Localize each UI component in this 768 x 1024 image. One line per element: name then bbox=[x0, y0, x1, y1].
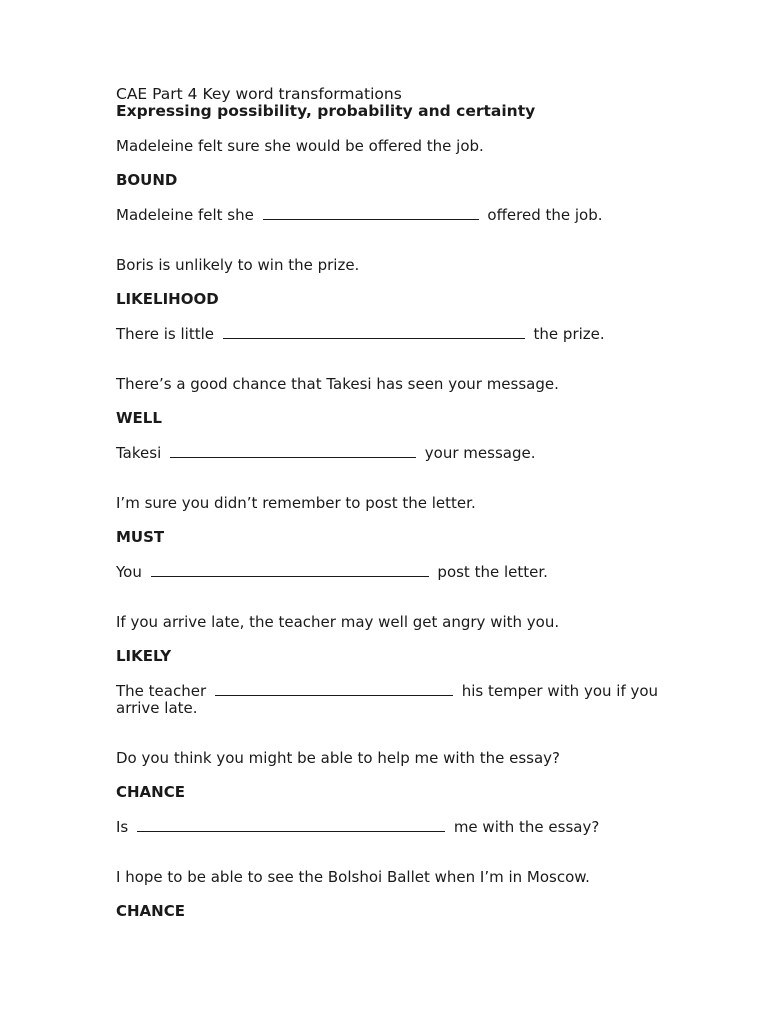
gapped-prefix: Takesi bbox=[116, 444, 162, 462]
original-sentence: Boris is unlikely to win the prize. bbox=[116, 256, 360, 274]
gapped-suffix: his temper with you if you arrive late. bbox=[116, 682, 659, 717]
original-sentence: If you arrive late, the teacher may well get angry with you. bbox=[116, 613, 560, 631]
gapped-sentence bbox=[116, 562, 548, 581]
worksheet-subtitle: Expressing possibility, probability and certainty bbox=[116, 102, 536, 120]
gapped-prefix: Madeleine felt she bbox=[116, 206, 254, 224]
worksheet-title: CAE Part 4 Key word transformations bbox=[116, 85, 402, 103]
gapped-sentence bbox=[116, 205, 603, 224]
gapped-suffix: the prize. bbox=[533, 325, 605, 343]
original-sentence: There’s a good chance that Takesi has seen your message. bbox=[116, 375, 559, 393]
gapped-suffix: offered the job. bbox=[487, 206, 603, 224]
answer-blank[interactable] bbox=[223, 324, 525, 339]
original-sentence: Do you think you might be able to help me with the essay? bbox=[116, 749, 561, 767]
gapped-sentence bbox=[116, 443, 535, 462]
gapped-suffix: your message. bbox=[424, 444, 536, 462]
gapped-prefix: You bbox=[116, 563, 142, 581]
key-word: BOUND bbox=[116, 171, 178, 189]
key-word: CHANCE bbox=[116, 902, 185, 920]
gapped-prefix: Is bbox=[116, 818, 129, 836]
gapped-prefix: The teacher bbox=[116, 682, 207, 700]
key-word: CHANCE bbox=[116, 783, 185, 801]
answer-blank[interactable] bbox=[137, 817, 445, 832]
key-word: LIKELY bbox=[116, 647, 172, 665]
original-sentence: Madeleine felt sure she would be offered the job. bbox=[116, 137, 484, 155]
key-word: WELL bbox=[116, 409, 162, 427]
original-sentence: I’m sure you didn’t remember to post the letter. bbox=[116, 494, 476, 512]
answer-blank[interactable] bbox=[151, 562, 429, 577]
answer-blank[interactable] bbox=[263, 205, 479, 220]
original-sentence: I hope to be able to see the Bolshoi Ballet when I’m in Moscow. bbox=[116, 868, 590, 886]
gapped-suffix: me with the essay? bbox=[453, 818, 600, 836]
gapped-sentence bbox=[116, 817, 599, 836]
gapped-sentence bbox=[116, 324, 605, 343]
key-word: LIKELIHOOD bbox=[116, 290, 219, 308]
gapped-suffix: post the letter. bbox=[437, 563, 548, 581]
gapped-sentence bbox=[116, 681, 666, 717]
gapped-prefix: There is little bbox=[116, 325, 214, 343]
key-word: MUST bbox=[116, 528, 165, 546]
answer-blank[interactable] bbox=[170, 443, 416, 458]
answer-blank[interactable] bbox=[215, 681, 453, 696]
